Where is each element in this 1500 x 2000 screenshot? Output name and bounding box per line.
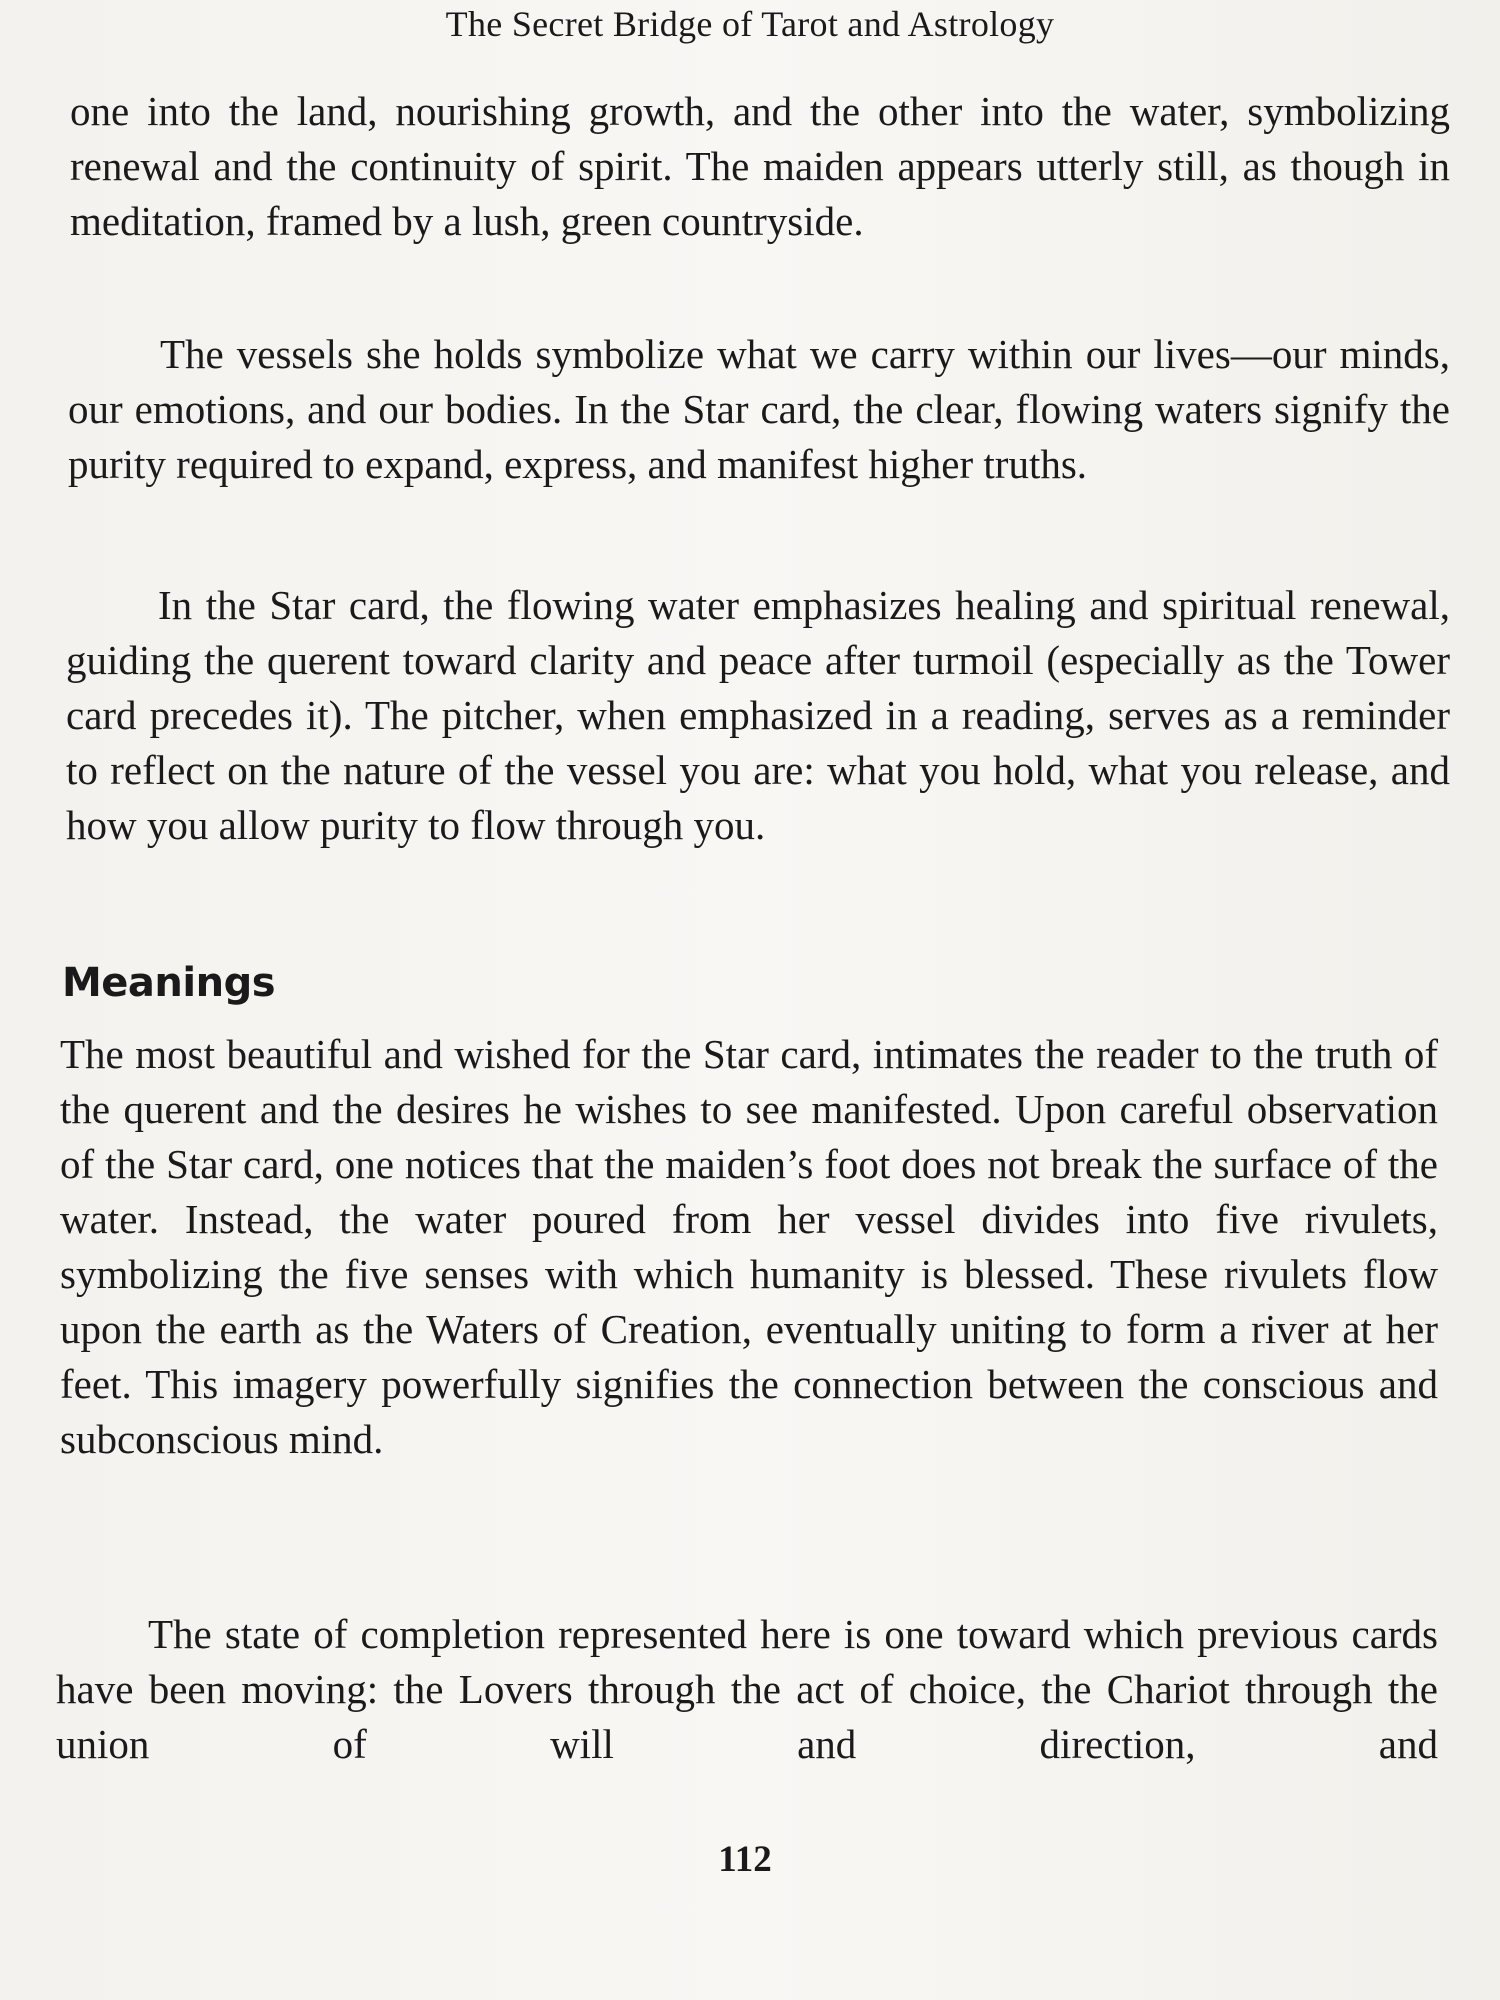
- section-paragraph: [60, 1027, 1438, 1467]
- paragraph-text: one into the land, nourishing growth, and the other into the water, symbolizing renewal and the continuity of spirit. The maiden appears utterly still, as though in meditation, framed by a lush, green countryside.: [70, 88, 1450, 244]
- paragraph-text: The most beautiful and wished for the Star card, intimates the reader to the truth of the querent and the desires he wishes to see manifested. Upon careful observation of the Star card, one notices that the maiden’s foot does not break the surface of the water. Instead, the water poured from her vessel divides into five rivulets, symbolizing the five senses with which humanity is blessed. These rivulets flow upon the earth as the Waters of Creation, eventually uniting to form a river at her feet. This imagery powerfully signifies the connection between the conscious and subconscious mind.: [60, 1031, 1438, 1462]
- body-paragraph: [68, 327, 1450, 492]
- body-paragraph: [70, 84, 1450, 249]
- running-header: The Secret Bridge of Tarot and Astrology: [445, 4, 1055, 44]
- section-heading: Meanings: [62, 960, 276, 1006]
- page-number: 112: [718, 1839, 772, 1880]
- body-paragraph: [66, 578, 1450, 853]
- paragraph-text: The state of completion represented here is one toward which previous cards have been moving: the Lovers through the act of choice, the Chariot through the union of will and direction, and: [56, 1611, 1438, 1767]
- paragraph-text: The vessels she holds symbolize what we carry within our lives—our minds, our emotions, and our bodies. In the Star card, the clear, flowing waters signify the purity required to expand, express, and manifest higher truths.: [68, 331, 1450, 487]
- section-paragraph: [56, 1607, 1438, 1772]
- paragraph-text: In the Star card, the flowing water emphasizes healing and spiritual renewal, guiding the querent toward clarity and peace after turmoil (especially as the Tower card precedes it). The pitcher, when emphasized in a reading, serves as a reminder to reflect on the nature of the vessel you are: what you hold, what you release, and how you allow purity to flow through you.: [66, 582, 1450, 848]
